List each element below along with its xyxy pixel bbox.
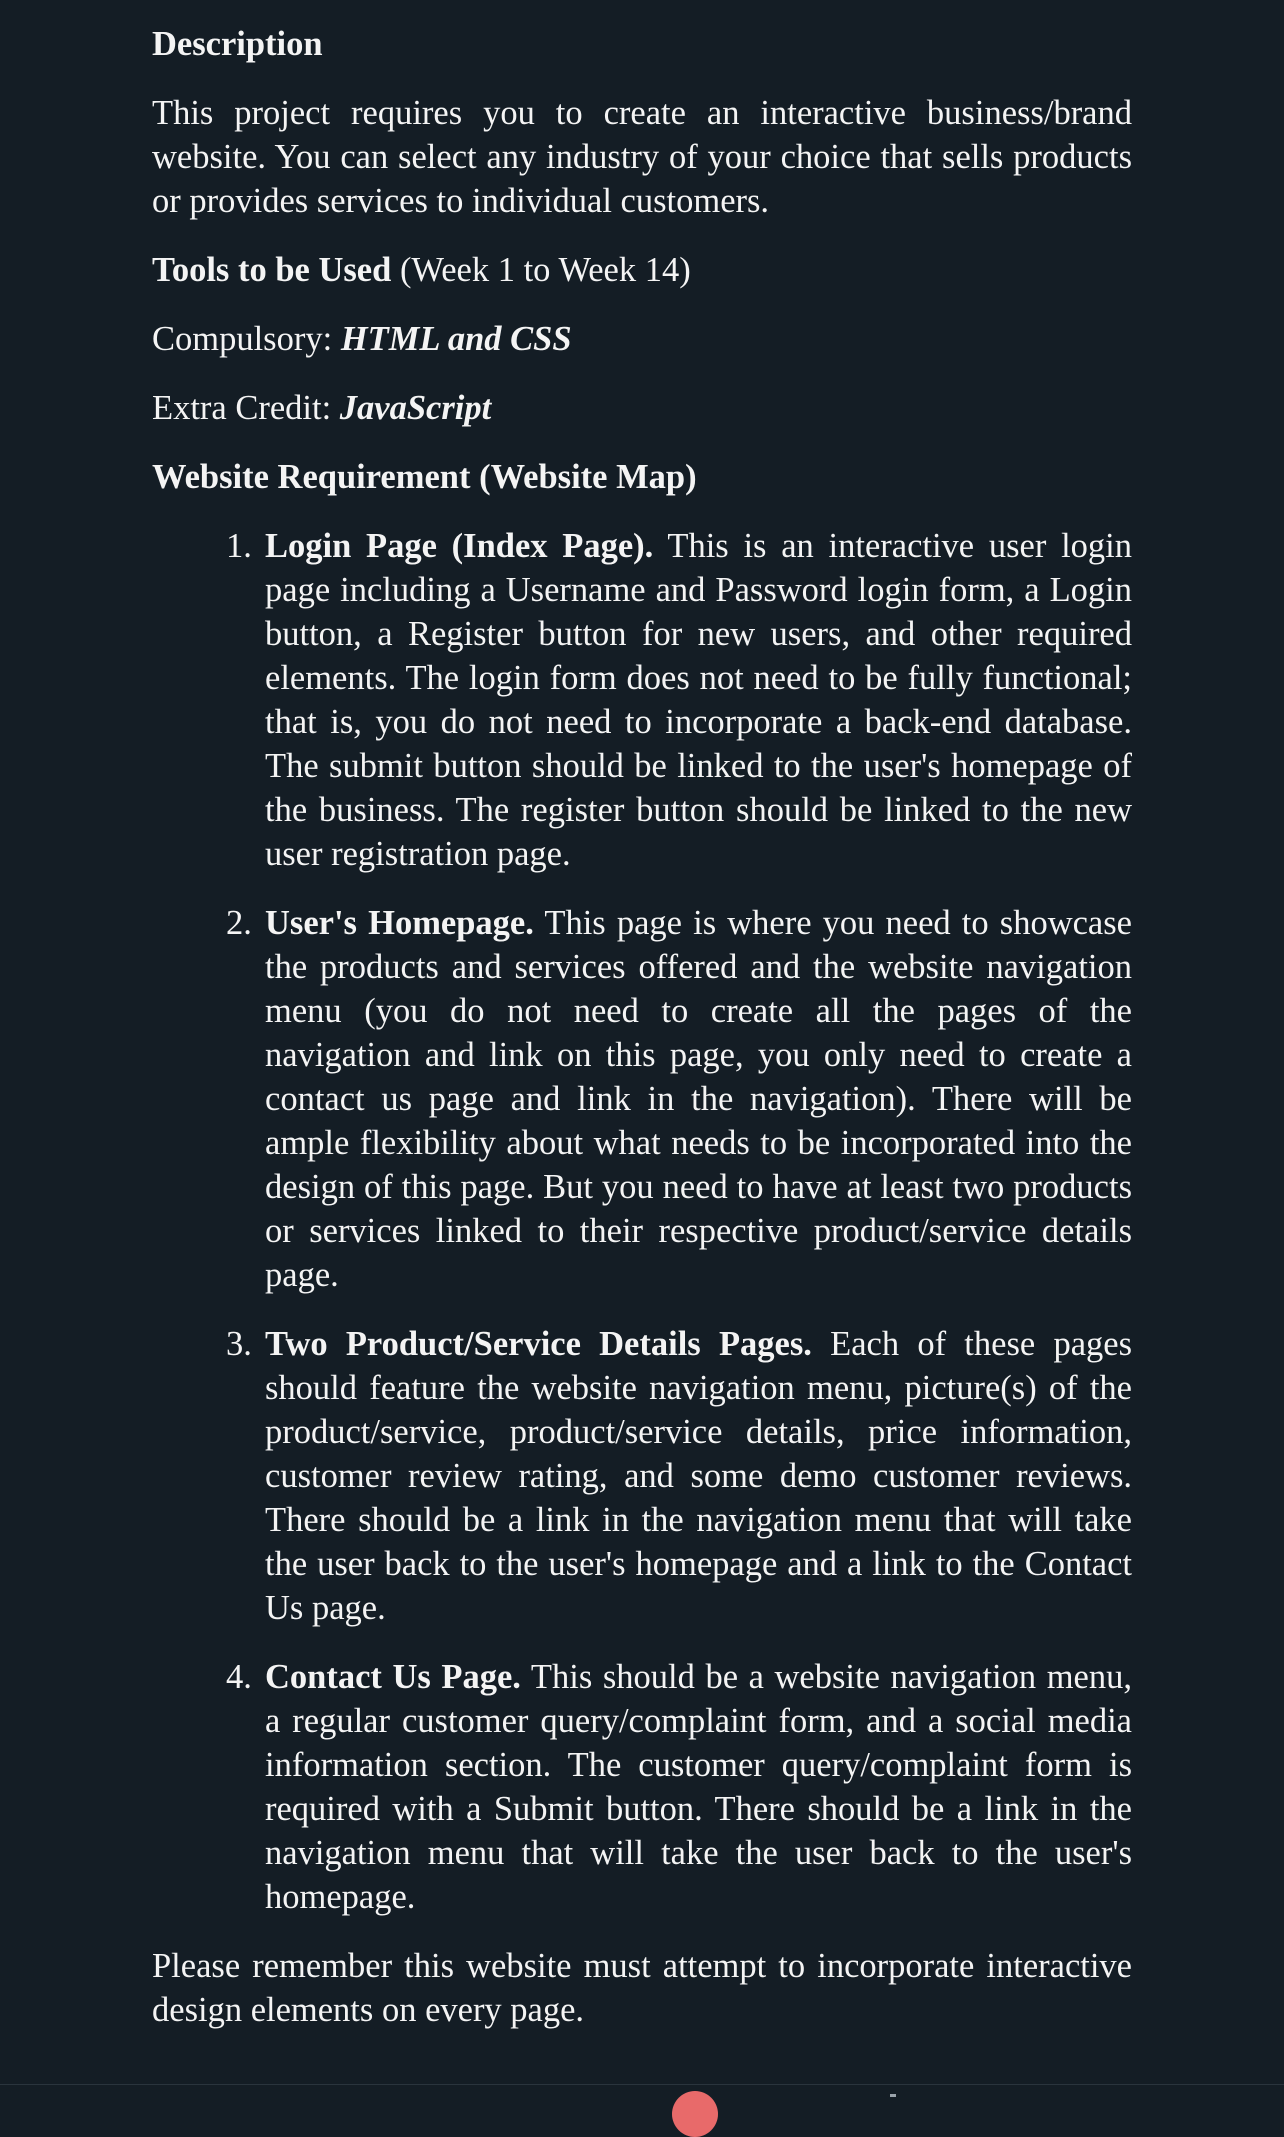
document-body <box>152 22 1132 2057</box>
requirements-list <box>152 524 1132 1919</box>
requirement-item <box>152 901 1132 1297</box>
compulsory-label: Compulsory: <box>152 320 333 358</box>
requirement-number: 4. <box>226 1658 252 1696</box>
floating-action-dot[interactable] <box>672 2091 718 2137</box>
description-heading: Description <box>152 25 323 63</box>
tools-range: (Week 1 to Week 14) <box>399 251 691 289</box>
extra-credit-line <box>152 386 1132 430</box>
requirement-title: Login Page (Index Page). <box>265 527 654 565</box>
compulsory-value: HTML and CSS <box>340 320 572 358</box>
extra-credit-label: Extra Credit: <box>152 389 332 427</box>
requirement-text: This should be a website navigation menu, a regular customer query/complaint form, and a social media information section. The customer query/complaint form is required with a Submit button. There should be a link in the navigation menu that will take the user back to the user's homepage. <box>265 1658 1132 1916</box>
requirement-number: 3. <box>226 1325 252 1363</box>
requirement-text: Each of these pages should feature the website navigation menu, picture(s) of the product/service, product/service details, price information, customer review rating, and some demo customer reviews. There should be a link in the navigation menu that will take the user back to the user's homepage and a link to the Contact Us page. <box>265 1325 1132 1627</box>
description-paragraph: This project requires you to create an interactive business/brand website. You can select any industry of your choice that sells products or provides services to individual customers. <box>152 94 1132 220</box>
closing-paragraph: Please remember this website must attempt to incorporate interactive design elements on every page. <box>152 1947 1132 2029</box>
toolbar-marker <box>890 2094 896 2097</box>
requirement-title: User's Homepage. <box>265 904 534 942</box>
requirement-number: 2. <box>226 904 252 942</box>
requirement-number: 1. <box>226 527 252 565</box>
requirements-heading: Website Requirement (Website Map) <box>152 458 697 496</box>
requirement-item <box>152 524 1132 876</box>
requirement-title: Contact Us Page. <box>265 1658 521 1696</box>
requirement-item <box>152 1322 1132 1630</box>
extra-credit-value: JavaScript <box>339 389 492 427</box>
requirement-text: This is an interactive user login page including a Username and Password login form, a Login button, a Register button for new users, and other required elements. The login form does not need to be fully functional; that is, you do not need to incorporate a back-end database. The submit button should be linked to the user's homepage of the business. The register button should be linked to the new user registration page. <box>265 527 1132 873</box>
tools-heading: Tools to be Used <box>152 251 392 289</box>
requirement-title: Two Product/Service Details Pages. <box>265 1325 812 1363</box>
bottom-toolbar <box>0 2084 1284 2103</box>
requirement-item <box>152 1655 1132 1919</box>
requirement-text: This page is where you need to showcase the products and services offered and the website navigation menu (you do not need to create all the pages of the navigation and link on this page, you only need to create a contact us page and link in the navigation). There will be ample flexibility about what needs to be incorporated into the design of this page. But you need to have at least two products or services linked to their respective product/service details page. <box>265 904 1132 1294</box>
tools-line <box>152 248 1132 292</box>
compulsory-line <box>152 317 1132 361</box>
